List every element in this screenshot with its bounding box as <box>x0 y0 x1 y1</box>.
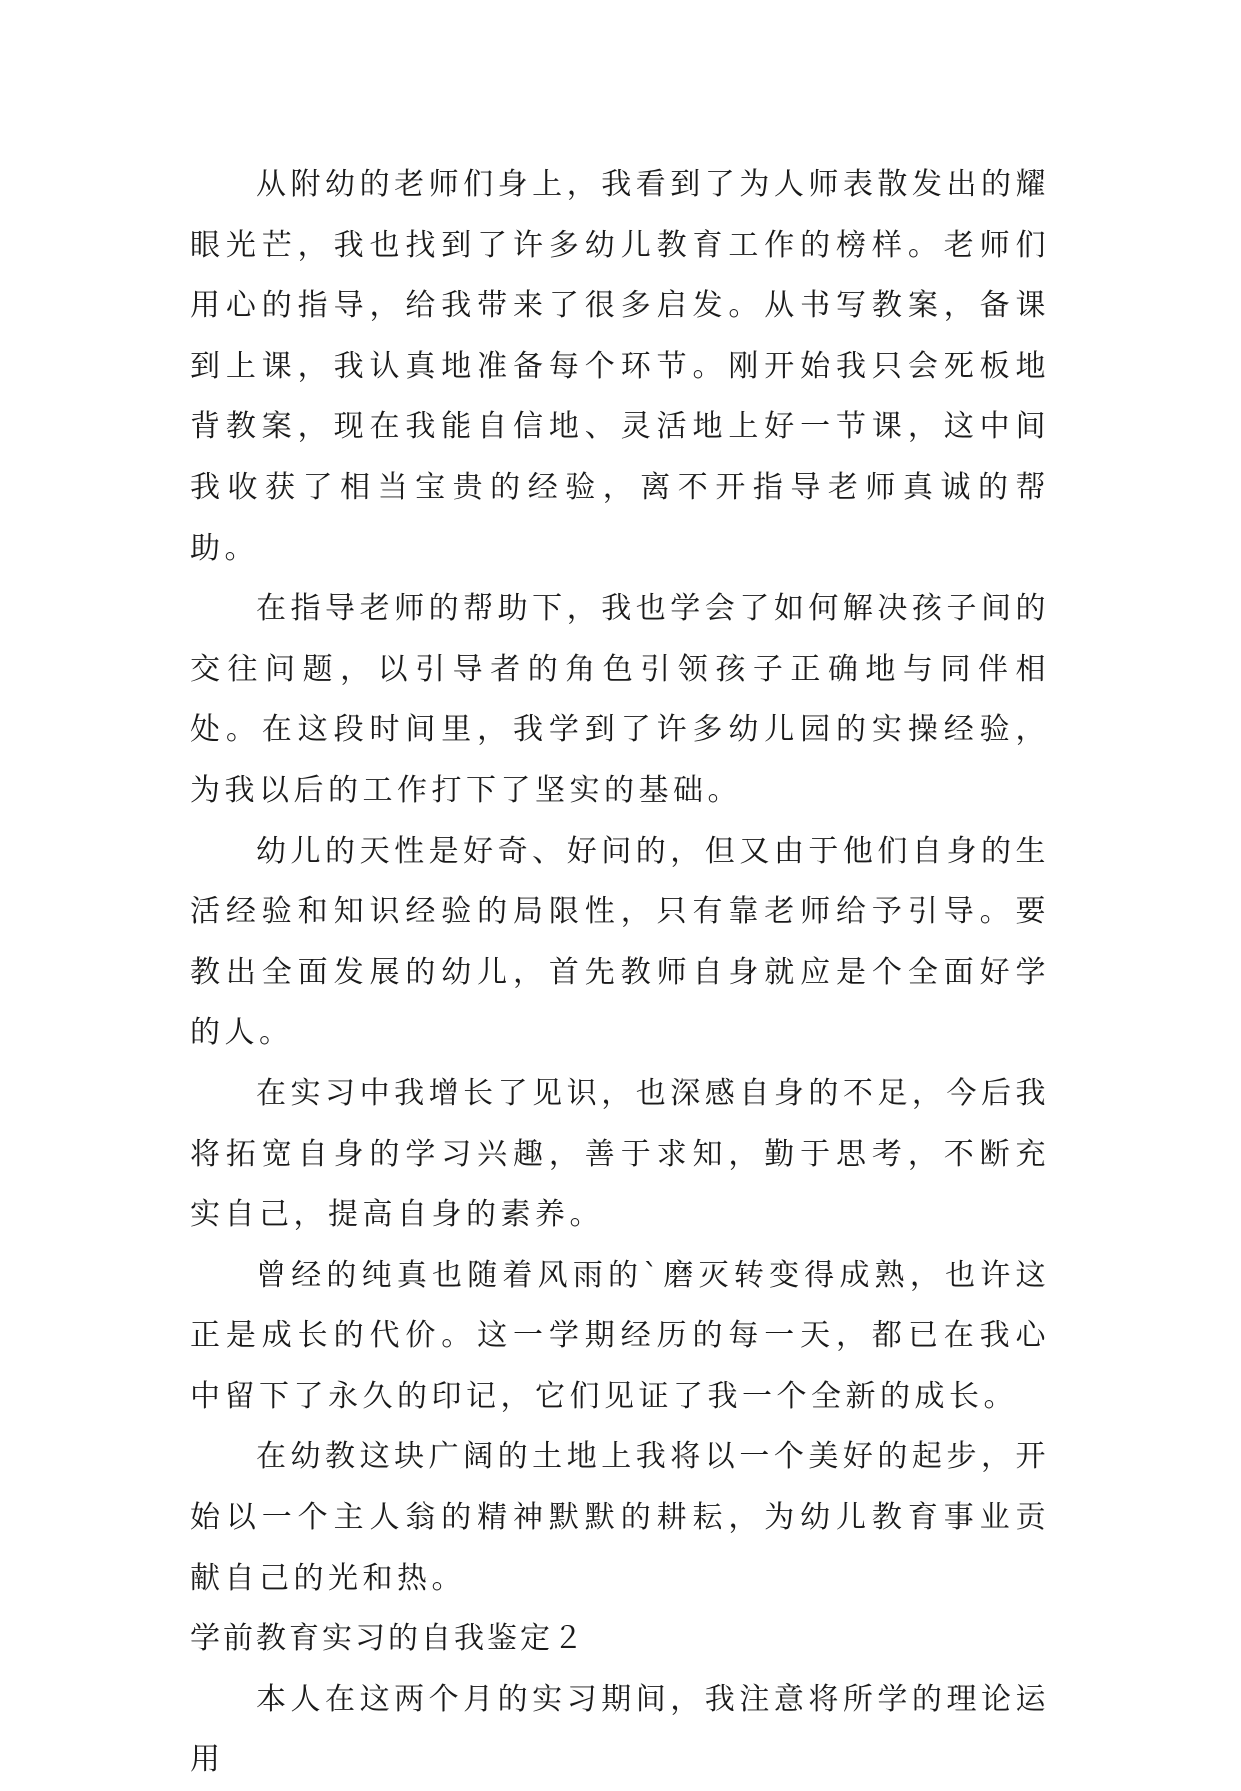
paragraph: 从附幼的老师们身上，我看到了为人师表散发出的耀眼光芒，我也找到了许多幼儿教育工作的榜样。老师们用心的指导，给我带来了很多启发。从书写教案，备课到上课，我认真地准备每个环节。刚开始我只会死板地背教案，现在我能自信地、灵活地上好一节课，这中间我收获了相当宝贵的经验，离不开指导老师真诚的帮助。 <box>190 167 1050 566</box>
paragraph: 本人在这两个月的实习期间，我注意将所学的理论运用 <box>190 1681 1050 1778</box>
paragraph: 在实习中我增长了见识，也深感自身的不足，今后我将拓宽自身的学习兴趣，善于求知，勤于思考，不断充实自己，提高自身的素养。 <box>190 1075 1050 1233</box>
paragraph: 在指导老师的帮助下，我也学会了如何解决孩子间的交往问题，以引导者的角色引领孩子正确地与同伴相处。在这段时间里，我学到了许多幼儿园的实操经验，为我以后的工作打下了坚实的基础。 <box>190 591 1050 808</box>
paragraph: 曾经的纯真也随着风雨的`磨灭转变得成熟，也许这正是成长的代价。这一学期经历的每一天，都已在我心中留下了永久的印记，它们见证了我一个全新的成长。 <box>190 1257 1050 1414</box>
paragraph: 幼儿的天性是好奇、好问的，但又由于他们自身的生活经验和知识经验的局限性，只有靠老师给予引导。要教出全面发展的幼儿，首先教师自身就应是个全面好学的人。 <box>190 833 1050 1051</box>
paragraph: 在幼教这块广阔的土地上我将以一个美好的起步，开始以一个主人翁的精神默默的耕耘，为幼儿教育事业贡献自己的光和热。 <box>190 1439 1050 1596</box>
section-heading: 学前教育实习的自我鉴定２ <box>190 1621 586 1657</box>
document-body <box>190 155 1050 1791</box>
